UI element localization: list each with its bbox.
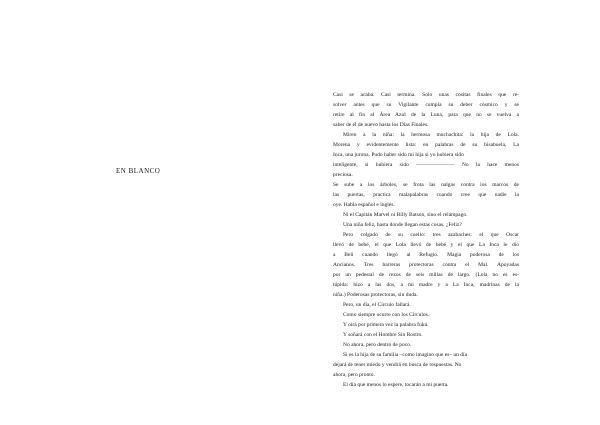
text-line: por un pedestal de rezos de seis millas de largo. (Lola no es es- <box>333 272 519 278</box>
text-line: El día que menos lo espere, tocarán a mi puerta. <box>343 382 449 388</box>
text-line: llevó de bebé, el que Lola llevó de bebé y el que La Inca le dio <box>333 242 519 248</box>
text-line: dejará de tener miedo y vendrá en busca de respuestas. No <box>333 362 462 368</box>
text-line: Miren a la niña: la hermosa muchachita: la hija de Lola. <box>343 132 519 138</box>
text-line: Pero, un día, el Círculo fallará. <box>343 302 411 308</box>
text-line: Una niña feliz, hasta donde llegan estas cosas. ¿Feliz? <box>343 222 462 228</box>
text-line: túpida: hizo a las dos, a mi madre y a La Inca, madrinas de la <box>333 282 519 288</box>
text-line: Y soñará con el Hombre Sin Rostro. <box>343 332 423 338</box>
text-line: Como siempre ocurre con los Círculos. <box>343 312 430 318</box>
text-line: oye. Habla español e inglés. <box>333 202 395 208</box>
text-line: las puertas, practica malapalabras cuando cree que nadie la <box>333 192 519 198</box>
text-line: No ahora, pero dentro de poco. <box>343 342 412 348</box>
text-line: a Beli cuando llegó al Refugio. Magia poderosa de los <box>333 252 519 258</box>
text-line: solver antes que su Vigilante cumpla su deber cósmico y se <box>333 102 519 108</box>
text-line: saber de él de nuevo hasta los Días Finales. <box>333 122 429 128</box>
text-line: Inca, una jurona. Pudo haber sido mi hija si yo hubiera sido <box>333 152 464 158</box>
text-line: Pero colgado de su cuello: tres azabaches: el que Oscar <box>343 232 519 238</box>
text-line: Y oirá por primera vez la palabra fukú. <box>343 322 429 328</box>
text-line: Se sube a los árboles, se frota las nalgas contra los marcos de <box>333 182 519 188</box>
right-page-text <box>333 90 519 390</box>
text-line: preciosa. <box>333 172 353 178</box>
text-line: Ancianos. Tres barreras protectoras contra el Mal. Apoyadas <box>333 262 519 268</box>
text-line: inteligente, si hubiera sido ——————— No la hace menos <box>333 162 519 168</box>
text-line: retire al fin al Área Azul de la Luna, para que no se vuelva a <box>333 112 519 118</box>
text-line: Si es la hija de su familia –como imagino que es– un día <box>343 352 468 358</box>
text-line: Ni el Capitán Marvel ni Billy Batson, sino el relámpago. <box>343 212 468 218</box>
blank-page-heading: EN BLANCO <box>116 167 161 175</box>
text-line: Morena y evidentemente lista: en palabras de su bisabuela, La <box>333 142 519 148</box>
text-line: niña.) Poderosas protectoras, sin duda. <box>333 292 418 298</box>
text-line: ahora, pero pronto. <box>333 372 375 378</box>
text-line: Casi se acaba. Casi termina. Solo unas cositas finales que re- <box>333 92 519 98</box>
